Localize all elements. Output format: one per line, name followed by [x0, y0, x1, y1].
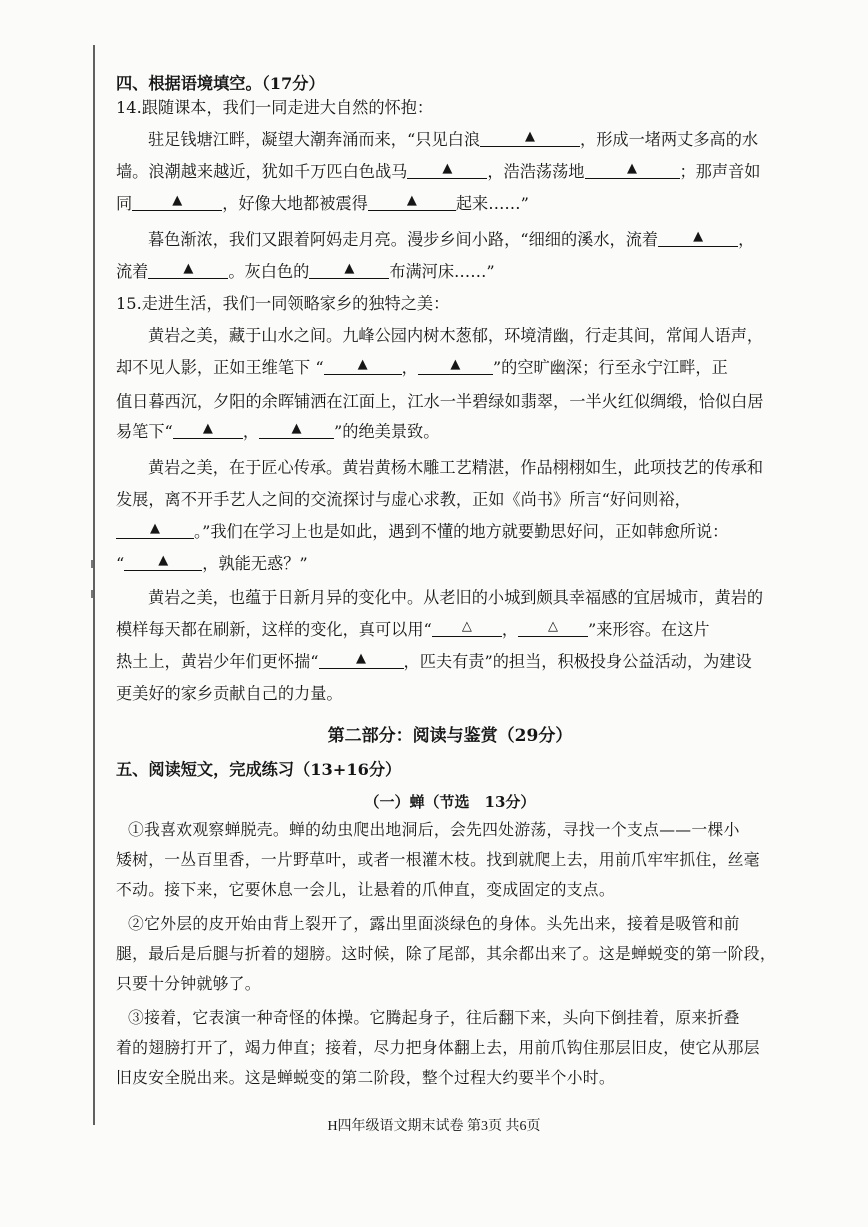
answer-blank[interactable] — [418, 356, 493, 375]
q14-p1-line3: 同 ▲ ，好像大地都被震得 ▲ 起来……” — [116, 192, 529, 216]
answer-blank[interactable] — [480, 128, 580, 147]
answer-blank[interactable] — [116, 520, 194, 539]
q15-p3-line3: 热土上，黄岩少年们更怀揣“ ▲ ，匹夫有责”的担当，积极投身公益活动，为建设 — [116, 650, 752, 674]
answer-blank[interactable] — [407, 160, 487, 179]
answer-blank[interactable] — [148, 260, 228, 279]
q15-p2-line3: ▲。”我们在学习上也是如此，遇到不懂的地方就要勤思好问，正如韩愈所说： — [116, 520, 728, 544]
q15-p3-line2: 模样每天都在刷新，这样的变化，真可以用“ △ ， △ ”来形容。在这片 — [116, 618, 710, 642]
q14-p2-line2: 流着 ▲ 。灰白色的 ▲ 布满河床……” — [116, 260, 495, 284]
page-footer: H四年级语文期末试卷 第3页 共6页 — [327, 1119, 541, 1134]
passage-line: 矮树，一丛百里香，一片野草叶，或者一根灌木枝。找到就爬上去，用前爪牢牢抓住，丝毫 — [116, 850, 760, 869]
q14-p1-line2: 墙。浪潮越来越近，犹如千万匹白色战马 ▲ ，浩浩荡荡地 ▲ ；那声音如 — [116, 160, 760, 184]
passage-line: ①我喜欢观察蝉脱壳。蝉的幼虫爬出地洞后，会先四处游荡，寻找一个支点——一棵小 — [128, 820, 740, 839]
answer-blank[interactable] — [658, 228, 738, 247]
passage-line: 旧皮安全脱出来。这是蝉蜕变的第二阶段，整个过程大约要半个小时。 — [116, 1068, 616, 1087]
passage-line: ③接着，它表演一种奇怪的体操。它腾起身子，往后翻下来，头向下倒挂着，原来折叠 — [128, 1008, 740, 1027]
q15-p1-line2: 却不见人影，正如王维笔下 “ ▲ ， ▲ ”的空旷幽深；行至永宁江畔，正 — [116, 356, 728, 380]
answer-blank[interactable] — [585, 160, 680, 179]
binding-dash — [91, 590, 93, 598]
passage-line: 着的翅膀打开了，竭力伸直；接着，尽力把身体翻上去，用前爪钩住那层旧皮，使它从那层 — [116, 1038, 760, 1057]
q14-p2-line1: 暮色渐浓，我们又跟着阿妈走月亮。漫步乡间小路，“细细的溪水，流着 ▲ ， — [148, 228, 754, 252]
q14-p1-line1: 驻足钱塘江畔，凝望大潮奔涌而来，“只见白浪 ▲ ，形成一堵两丈多高的水 — [148, 128, 758, 152]
q15-p2-line1: 黄岩之美，在于匠心传承。黄岩黄杨木雕工艺精湛，作品栩栩如生，此项技艺的传承和 — [148, 458, 764, 477]
answer-blank[interactable] — [319, 650, 404, 669]
passage-line: 腿，最后是后腿与折着的翅膀。这时候，除了尾部，其余都出来了。这是蝉蜕变的第一阶段， — [116, 944, 776, 963]
answer-blank[interactable] — [173, 420, 243, 439]
q15-p3-line1: 黄岩之美，也蕴于日新月异的变化中。从老旧的小城到颇具幸福感的宜居城市，黄岩的 — [148, 588, 764, 607]
passage-line: 不动。接下来，它要休息一会儿，让悬着的爪伸直，变成固定的支点。 — [116, 880, 616, 899]
passage1-title: （一）蝉（节选 13分） — [364, 793, 536, 811]
passage-line: ②它外层的皮开始由背上裂开了，露出里面淡绿色的身体。头先出来，接着是吸管和前 — [128, 914, 740, 933]
q15-p1-line3: 值日暮西沉，夕阳的余晖铺洒在江面上，江水一半碧绿如翡翠，一半火红似绸缎，恰似白居 — [116, 392, 764, 411]
answer-blank[interactable] — [259, 420, 334, 439]
binding-line — [93, 45, 95, 1125]
answer-blank[interactable] — [309, 260, 389, 279]
q15-p3-line4: 更美好的家乡贡献自己的力量。 — [116, 684, 343, 703]
binding-dash — [91, 560, 93, 568]
passage-line: 只要十分钟就够了。 — [116, 974, 261, 993]
part2-title: 第二部分：阅读与鉴赏（29分） — [327, 726, 573, 746]
q15-p2-line2: 发展，离不开手艺人之间的交流探讨与虚心求教，正如《尚书》所言“好问则裕， — [116, 490, 691, 509]
answer-blank[interactable] — [324, 356, 402, 375]
answer-blank[interactable] — [368, 192, 456, 211]
q15-p1-line1: 黄岩之美，藏于山水之间。九峰公园内树木葱郁，环境清幽，行走其间，常闻人语声， — [148, 326, 764, 345]
q15-intro: 15.走进生活，我们一同领略家乡的独特之美： — [116, 294, 450, 313]
q14-intro: 14.跟随课本，我们一同走进大自然的怀抱： — [116, 98, 434, 117]
answer-blank[interactable] — [124, 552, 202, 571]
answer-blank[interactable] — [518, 618, 588, 637]
answer-blank[interactable] — [132, 192, 222, 211]
section4-heading: 四、根据语境填空。（17分） — [116, 74, 325, 93]
q15-p2-line4: “ ▲ ，孰能无惑？” — [116, 552, 308, 576]
q15-p1-line4: 易笔下“ ▲ ， ▲ ”的绝美景致。 — [116, 420, 439, 444]
answer-blank[interactable] — [432, 618, 502, 637]
section5-heading: 五、阅读短文，完成练习（13+16分） — [116, 760, 402, 779]
